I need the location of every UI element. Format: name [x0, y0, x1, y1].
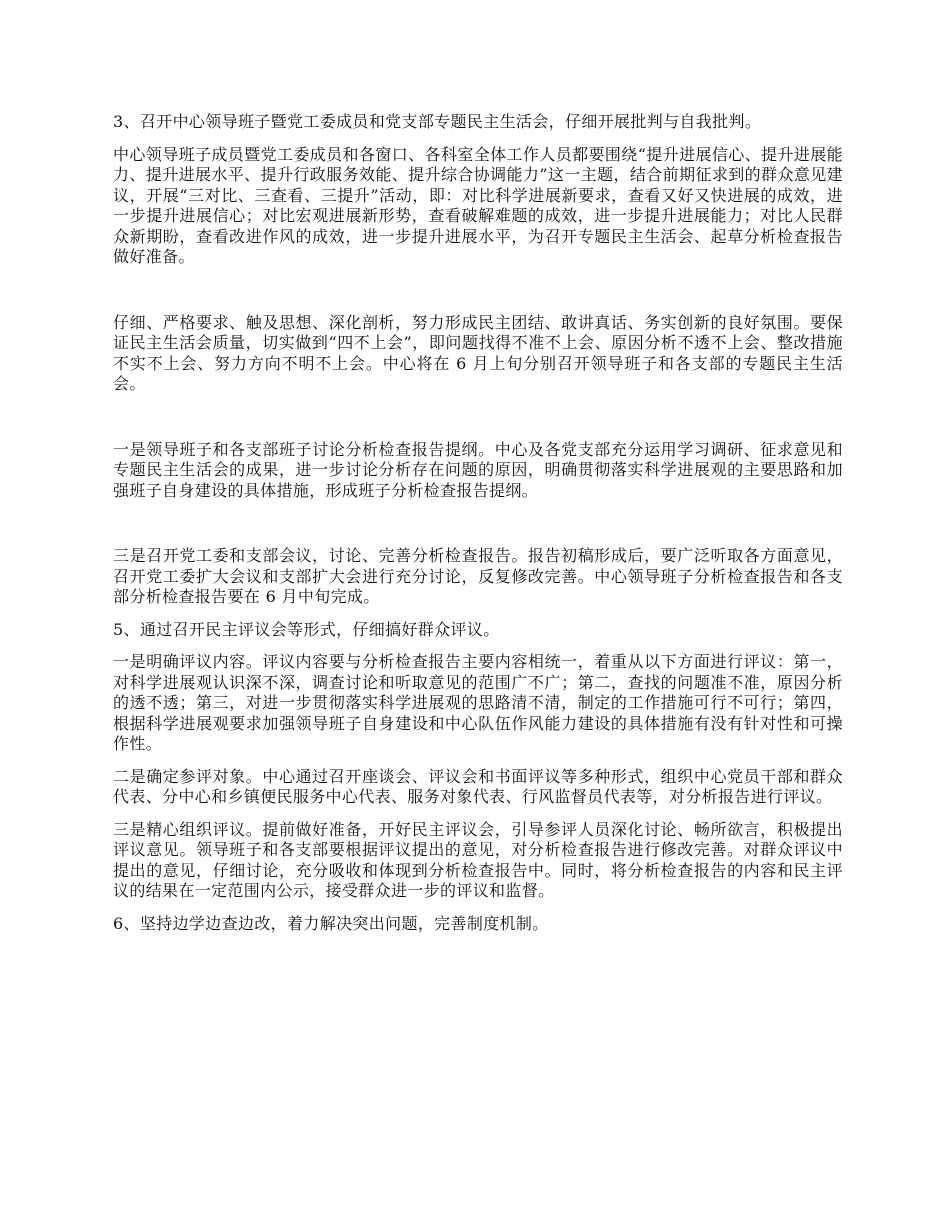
section-heading-6: 6、坚持边学边查边改，着力解决突出问题，完善制度机制。 — [113, 913, 549, 933]
paragraph-evaluation-content: 一是明确评议内容。评议内容要与分析检查报告主要内容相统一，着重从以下方面进行评议：第一，对科学进展观认识深不深，调查讨论和听取意见的范围广不广；第二，查找的问题准不准，原因分析的透不透；第三，对进一步贯彻落实科学进展观的思路清不清，制定的工作措施可行不可行；第四，根据科学进展观要求加强领导班子自身建设和中心队伍作风能力建设的具体措施有没有针对性和可操作性。 — [113, 652, 843, 753]
paragraph-report-refinement: 三是召开党工委和支部会议，讨论、完善分析检查报告。报告初稿形成后，要广泛听取各方面意见，召开党工委扩大会议和支部扩大会进行充分讨论，反复修改完善。中心领导班子分析检查报告和各支部分析检查报告要在 6 月中旬完成。 — [113, 546, 843, 606]
paragraph-four-not-on-agenda: 仔细、严格要求、触及思想、深化剖析，努力形成民主团结、敢讲真话、务实创新的良好氛围。要保证民主生活会质量，切实做到“四不上会”，即问题找得不准不上会、原因分析不透不上会、整改措施不实不上会、努力方向不明不上会。中心将在 6 月上旬分别召开领导班子和各支部的专题民主生活会。 — [113, 312, 843, 393]
section-heading-5: 5、通过召开民主评议会等形式，仔细搞好群众评议。 — [113, 619, 500, 639]
paragraph-three-comparisons: 中心领导班子成员暨党工委成员和各窗口、各科室全体工作人员都要围绕“提升进展信心、提升进展能力、提升进展水平、提升行政服务效能、提升综合协调能力”这一主题，结合前期征求到的群众意见建议，开展“三对比、三查看、三提升”活动，即：对比科学进展新要求，查看又好又快进展的成效，进一步提升进展信心；对比宏观进展新形势，查看破解难题的成效，进一步提升进展能力；对比人民群众新期盼，查看改进作风的成效，进一步提升进展水平，为召开专题民主生活会、起草分析检查报告做好准备。 — [113, 144, 843, 266]
paragraph-evaluation-organization: 三是精心组织评议。提前做好准备，开好民主评议会，引导参评人员深化讨论、畅所欲言，积极提出评议意见。领导班子和各支部要根据评议提出的意见，对分析检查报告进行修改完善。对群众评议中提出的意见，仔细讨论，充分吸收和体现到分析检查报告中。同时，将分析检查报告的内容和民主评议的结果在一定范围内公示，接受群众进一步的评议和监督。 — [113, 819, 843, 900]
paragraph-evaluation-participants: 二是确定参评对象。中心通过召开座谈会、评议会和书面评议等多种形式，组织中心党员干部和群众代表、分中心和乡镇便民服务中心代表、服务对象代表、行风监督员代表等，对分析报告进行评议。 — [113, 766, 843, 806]
paragraph-outline-discussion: 一是领导班子和各支部班子讨论分析检查报告提纲。中心及各党支部充分运用学习调研、征求意见和专题民主生活会的成果，进一步讨论分析存在问题的原因，明确贯彻落实科学进展观的主要思路和加强班子自身建设的具体措施，形成班子分析检查报告提纲。 — [113, 439, 843, 500]
section-heading-3: 3、召开中心领导班子暨党工委成员和党支部专题民主生活会，仔细开展批判与自我批判。 — [113, 112, 762, 131]
document-body — [113, 112, 843, 946]
